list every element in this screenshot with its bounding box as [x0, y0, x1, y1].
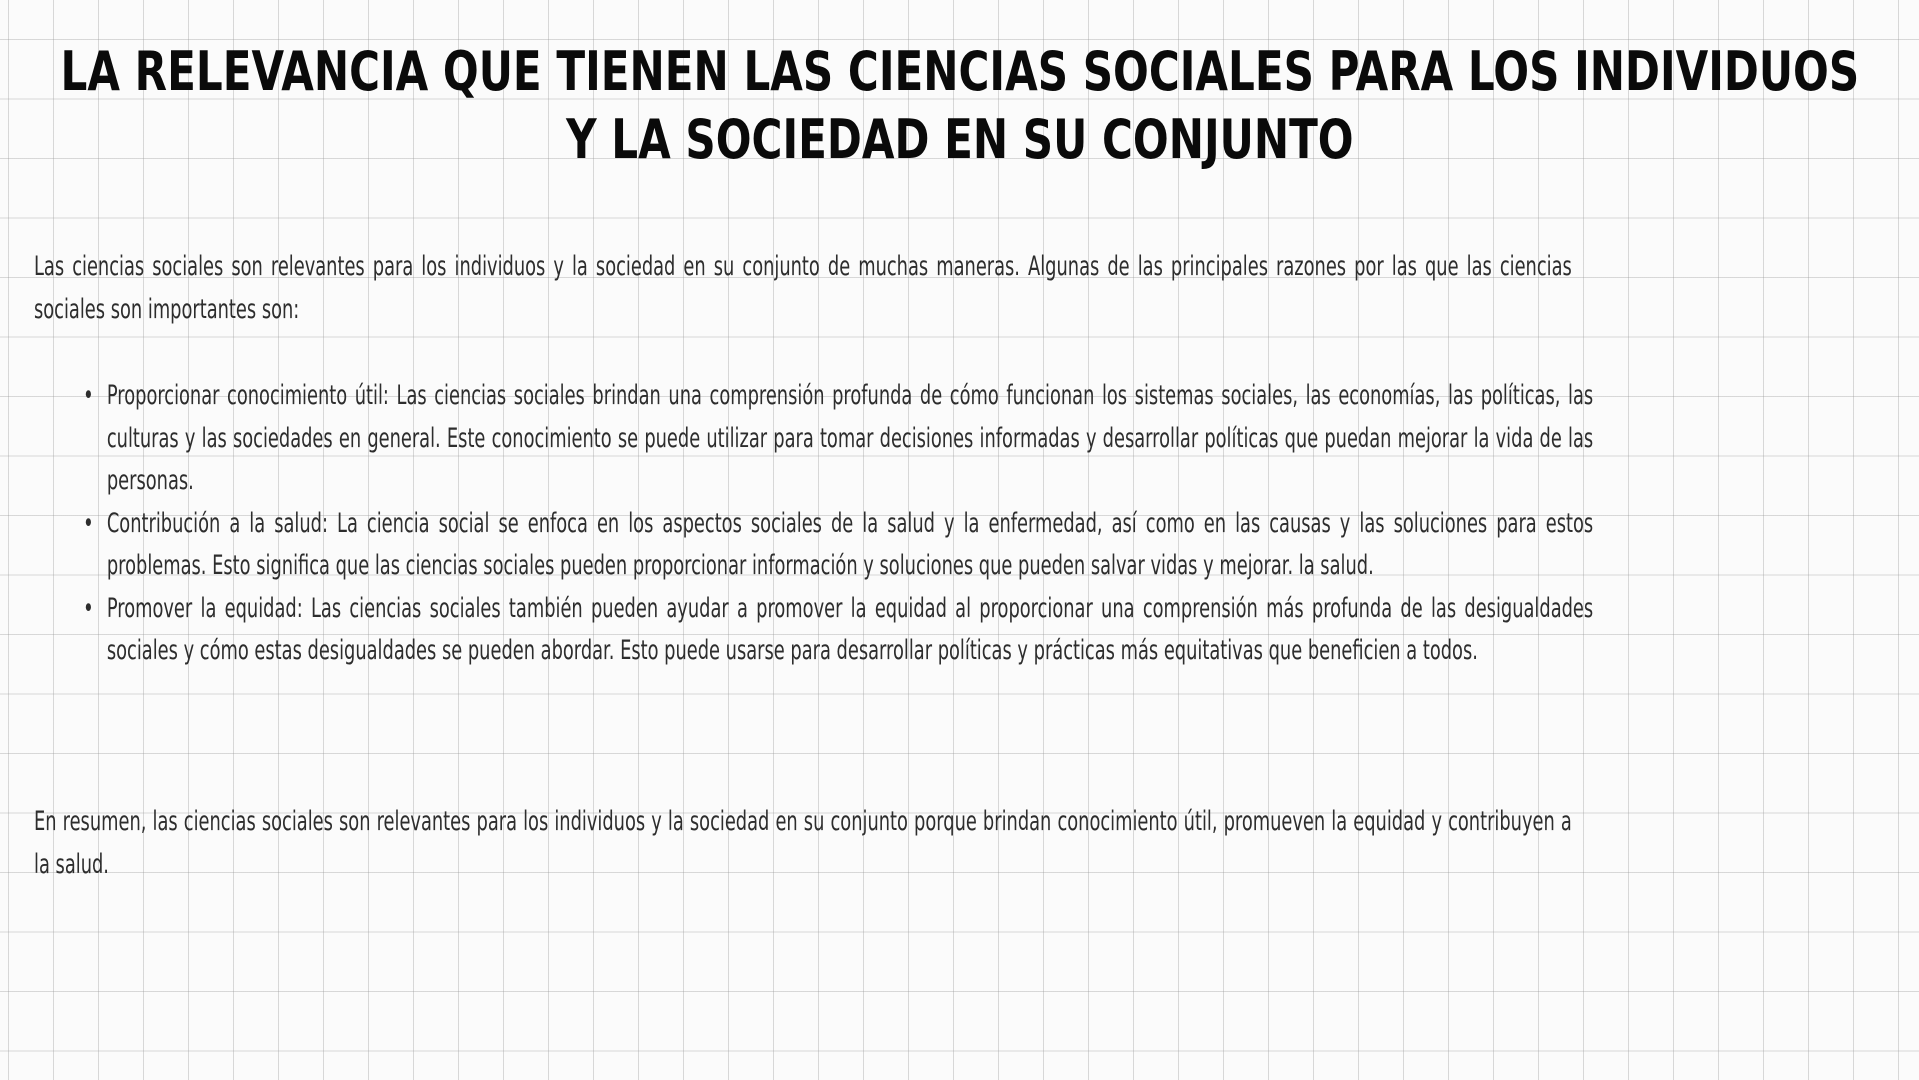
list-item-text: Contribución a la salud: La ciencia social se enfoca en los aspectos sociales de la salud y la enfermedad, así como en las causas y las soluciones para estos problemas. Esto significa que las ciencias sociales pueden proporcionar información y soluciones que pueden salvar vidas y mejorar. la salud. [106, 507, 1594, 581]
list-item [82, 375, 1593, 503]
bullet-icon: • [83, 507, 94, 539]
intro-paragraph: Las ciencias sociales son relevantes para los individuos y la sociedad en su conjunto de muchas maneras. Algunas de las principales razones por las que las ciencias sociales son importantes son: [34, 251, 1572, 325]
summary-paragraph: En resumen, las ciencias sociales son relevantes para los individuos y la sociedad en su conjunto porque brindan conocimiento útil, promueven la equidad y contribuyen a la salud. [34, 806, 1572, 880]
page-title [60, 38, 1860, 174]
reasons-list [60, 375, 1593, 673]
page-title-text: LA RELEVANCIA QUE TIENEN LAS CIENCIAS SOCIALES PARA LOS INDIVIDUOS Y LA SOCIEDAD EN SU CONJUNTO [60, 40, 1860, 171]
list-item [82, 503, 1593, 588]
bullet-icon: • [83, 592, 94, 624]
list-item-text: Proporcionar conocimiento útil: Las ciencias sociales brindan una comprensión profunda de cómo funcionan los sistemas sociales, las economías, las políticas, las culturas y las sociedades en general. Este conocimiento se puede utilizar para tomar decisiones informadas y desarrollar políticas que puedan mejorar la vida de las personas. [106, 380, 1594, 496]
bullet-icon: • [83, 380, 94, 411]
list-item [82, 588, 1593, 673]
list-item-text: Promover la equidad: Las ciencias sociales también pueden ayudar a promover la equidad al proporcionar una comprensión más profunda de las desigualdades sociales y cómo estas desigualdades se pueden abordar. Esto puede usarse para desarrollar políticas y prácticas más equitativas que beneficien a todos. [106, 592, 1594, 666]
